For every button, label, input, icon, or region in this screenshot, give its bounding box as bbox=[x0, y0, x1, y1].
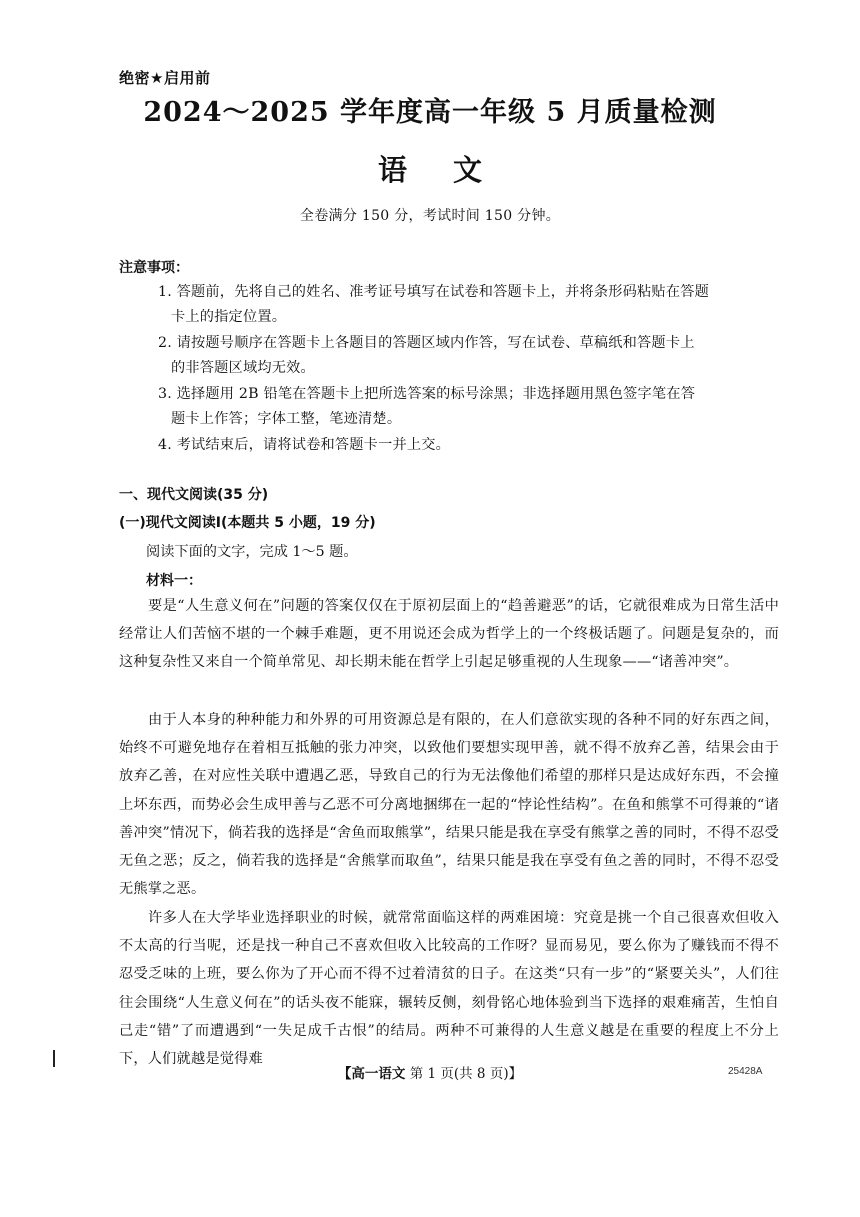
subject-title: 语文 bbox=[377, 153, 528, 187]
reading-instruction: 阅读下面的文字，完成 1～5 题。 bbox=[146, 544, 358, 560]
notice-item bbox=[158, 280, 776, 330]
notice-item bbox=[158, 382, 776, 432]
paper-code: 25428A bbox=[728, 1066, 763, 1077]
notice-item-line: 2. 请按题号顺序在答题卡上各题目的答题区域内作答，写在试卷、草稿纸和答题卡上 bbox=[158, 335, 695, 351]
notice-item-line: 的非答题区域均无效。 bbox=[171, 360, 315, 376]
exam-title: 2024～2025 学年度高一年级 5 月质量检测 bbox=[143, 97, 717, 128]
notice-item bbox=[158, 433, 776, 458]
material-label: 材料一： bbox=[146, 573, 202, 589]
notice-item-line: 卡上的指定位置。 bbox=[171, 309, 287, 325]
footer-page-number: 第 1 页(共 8 页)】 bbox=[409, 1066, 523, 1082]
body-paragraph: 许多人在大学毕业选择职业的时候，就常常面临这样的两难困境：究竟是挑一个自己很喜欢但收入不太高的行当呢，还是找一种自己不喜欢但收入比较高的工作呀？显而易见，要么你为了赚钱而不得不忍受乏味的上班，要么你为了开心而不得不过着清贫的日子。在这类“只有一步”的“紧要关头”，人们往往会围绕“人生意义何在”的话头夜不能寐，辗转反侧，刻骨铭心地体验到当下选择的艰难痛苦，生怕自己走“错”了而遭遇到“一失足成千古恨”的结局。两种不可兼得的人生意义越是在重要的程度上不分上下，人们就越是觉得难 bbox=[119, 910, 779, 1068]
notice-item bbox=[158, 331, 776, 381]
notice-heading: 注意事项： bbox=[119, 260, 189, 276]
notice-item-line: 4. 考试结束后，请将试卷和答题卡一并上交。 bbox=[158, 437, 451, 453]
notice-item-line: 3. 选择题用 2B 铅笔在答题卡上把所选答案的标号涂黑；非选择题用黑色签字笔在答 bbox=[158, 386, 696, 402]
body-paragraph: 要是“人生意义何在”问题的答案仅仅在于原初层面上的“趋善避恶”的话，它就很难成为日常生活中经常让人们苦恼不堪的一个棘手难题，更不用说还会成为哲学上的一个终极话题了。问题是复杂的，而这种复杂性又来自一个简单常见、却长期未能在哲学上引起足够重视的人生现象——“诸善冲突”。 bbox=[119, 598, 779, 671]
footer-subject: 【高一语文 bbox=[337, 1066, 406, 1082]
notice-item-line: 1. 答题前，先将自己的姓名、准考证号填写在试卷和答题卡上，并将条形码粘贴在答题 bbox=[158, 284, 709, 300]
body-paragraph: 由于人本身的种种能力和外界的可用资源总是有限的，在人们意欲实现的各种不同的好东西之间，始终不可避免地存在着相互抵触的张力冲突，以致他们要想实现甲善，就不得不放弃乙善，结果会由于放弃乙善，在对应性关联中遭遇乙恶，导致自己的行为无法像他们希望的那样只是达成好东西，不会撞上坏东西，而势必会生成甲善与乙恶不可分离地捆绑在一起的“悖论性结构”。在鱼和熊掌不可得兼的“诸善冲突”情况下，倘若我的选择是“舍鱼而取熊掌”，结果只能是我在享受有熊掌之善的同时，不得不忍受无鱼之恶；反之，倘若我的选择是“舍熊掌而取鱼”，结果只能是我在享受有鱼之善的同时，不得不忍受无熊掌之恶。 bbox=[119, 712, 779, 898]
notice-item-line: 题卡上作答；字体工整，笔迹清楚。 bbox=[171, 411, 402, 427]
confidential-label: 绝密★启用前 bbox=[119, 69, 211, 87]
subsection-heading: (一)现代文阅读Ⅰ(本题共 5 小题，19 分) bbox=[119, 515, 376, 531]
section-heading: 一、现代文阅读(35 分) bbox=[119, 487, 269, 503]
score-time-info: 全卷满分 150 分，考试时间 150 分钟。 bbox=[299, 208, 561, 224]
